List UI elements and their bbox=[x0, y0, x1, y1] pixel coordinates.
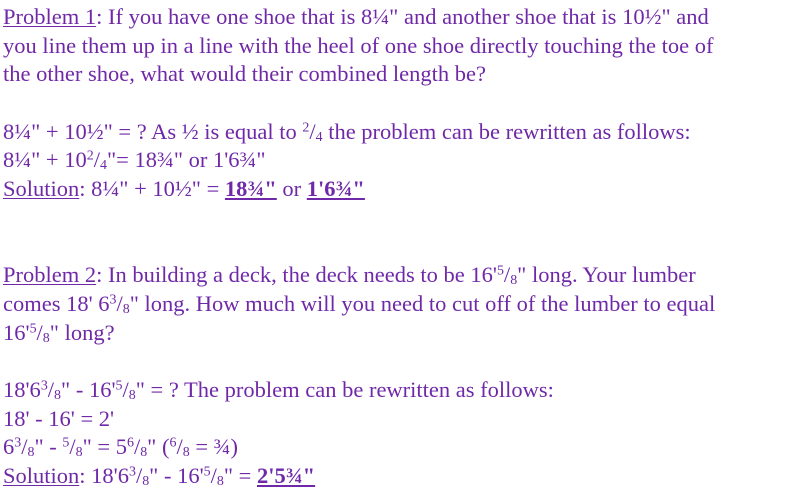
problem1-work-line2 bbox=[3, 146, 805, 175]
fraction-denominator: 8 bbox=[216, 474, 224, 490]
text: : 18'6 bbox=[79, 463, 129, 488]
spacer bbox=[3, 89, 805, 118]
text: " - bbox=[34, 434, 63, 460]
text: " long? bbox=[49, 319, 115, 345]
spacer bbox=[3, 347, 805, 376]
fraction-numerator: 5 bbox=[203, 464, 211, 480]
text: comes 18' 6 bbox=[3, 290, 110, 316]
fraction-numerator: 2 bbox=[302, 120, 310, 136]
fraction-slash: / bbox=[210, 463, 217, 488]
text: : 8¼" + 10½" = bbox=[79, 176, 225, 202]
text: 18'6 bbox=[3, 376, 41, 402]
fraction-denominator: 8 bbox=[42, 330, 50, 346]
solution-label: Solution bbox=[3, 176, 80, 202]
fraction-slash: / bbox=[69, 434, 76, 460]
fraction-numerator: 5 bbox=[115, 378, 123, 394]
fraction-slash: / bbox=[21, 434, 28, 460]
fraction-slash: / bbox=[309, 118, 316, 144]
fraction-denominator: 8 bbox=[27, 445, 35, 461]
text: 6 bbox=[3, 434, 15, 460]
problem2-solution-line bbox=[3, 462, 805, 491]
fraction-numerator: 3 bbox=[14, 435, 22, 451]
problem1-label: Problem 1 bbox=[3, 4, 97, 29]
fraction-slash: / bbox=[176, 434, 183, 460]
fraction-denominator: 4 bbox=[315, 129, 323, 145]
fraction-numerator: 3 bbox=[128, 464, 136, 480]
fraction-denominator: 8 bbox=[54, 388, 62, 404]
problem1-statement-line2: you line them up in a line with the heel of one shoe directly touching the toe of bbox=[3, 32, 714, 58]
fraction-denominator: 8 bbox=[75, 445, 83, 461]
text: " - 16' bbox=[61, 376, 116, 402]
text: = ¾) bbox=[189, 434, 238, 460]
spacer bbox=[3, 233, 805, 262]
text: 16' bbox=[3, 319, 30, 345]
problem2-work-line2: 18' - 16' = 2' bbox=[3, 405, 115, 431]
fraction-slash: / bbox=[135, 463, 143, 488]
answer: 2'5¾" bbox=[256, 463, 316, 488]
text: 8¼" + 10½" = ? As ½ is equal to bbox=[3, 118, 303, 144]
fraction-numerator: 6 bbox=[126, 435, 134, 451]
fraction-slash: / bbox=[116, 290, 123, 316]
text: 8¼" + 10 bbox=[3, 147, 87, 173]
text: " = 5 bbox=[82, 434, 127, 460]
fraction-numerator: 6 bbox=[169, 435, 177, 451]
fraction-numerator: 5 bbox=[62, 435, 70, 451]
fraction-numerator: 3 bbox=[40, 378, 48, 394]
problem1-statement-text1: : If you have one shoe that is 8¼" and another shoe that is 10½" and bbox=[96, 4, 709, 29]
problem2-statement-line1 bbox=[3, 261, 805, 290]
fraction-denominator: 8 bbox=[122, 301, 130, 317]
fraction-slash: / bbox=[47, 376, 55, 402]
problem1-solution-line bbox=[3, 175, 805, 204]
problem1-statement-line3: the other shoe, what would their combined length be? bbox=[3, 61, 486, 87]
spacer bbox=[3, 204, 805, 233]
fraction-slash: / bbox=[93, 147, 100, 173]
text: : In building a deck, the deck needs to be 16' bbox=[96, 262, 497, 288]
document-body bbox=[3, 3, 805, 491]
fraction-numerator: 2 bbox=[86, 148, 94, 164]
text: " - 16' bbox=[149, 463, 204, 488]
answer-inches: 18¾" bbox=[224, 176, 277, 202]
text: " long. Your lumber bbox=[517, 262, 696, 288]
problem2-work-line1 bbox=[3, 376, 805, 405]
text: the problem can be rewritten as follows: bbox=[322, 118, 691, 144]
fraction-slash: / bbox=[133, 434, 141, 460]
text: " long. How much will you need to cut off of the lumber to equal bbox=[129, 290, 716, 316]
solution-label: Solution bbox=[3, 463, 80, 488]
text: " ( bbox=[147, 434, 170, 460]
fraction-denominator: 8 bbox=[140, 445, 148, 461]
text: " = bbox=[223, 463, 257, 488]
problem2-work-line3 bbox=[3, 433, 805, 462]
text: " = ? The problem can be rewritten as follows: bbox=[135, 376, 554, 402]
fraction-numerator: 3 bbox=[109, 292, 117, 308]
fraction-slash: / bbox=[122, 376, 129, 402]
fraction-numerator: 5 bbox=[496, 263, 504, 279]
fraction-numerator: 5 bbox=[29, 320, 37, 336]
fraction-slash: / bbox=[36, 319, 43, 345]
problem1-statement-line1 bbox=[3, 3, 805, 32]
text: "= 18¾" or 1'6¾" bbox=[106, 147, 266, 173]
text: or bbox=[276, 176, 307, 202]
fraction-denominator: 8 bbox=[182, 445, 190, 461]
problem1-work-line1 bbox=[3, 118, 805, 147]
problem2-label: Problem 2 bbox=[3, 262, 97, 288]
fraction-denominator: 8 bbox=[510, 273, 518, 289]
fraction-denominator: 4 bbox=[99, 158, 107, 174]
fraction-slash: / bbox=[503, 262, 511, 288]
problem2-statement-line2 bbox=[3, 290, 805, 319]
problem2-statement-line3 bbox=[3, 319, 805, 348]
fraction-denominator: 8 bbox=[128, 388, 136, 404]
fraction-denominator: 8 bbox=[142, 474, 150, 490]
answer-feet-inches: 1'6¾" bbox=[306, 176, 365, 202]
